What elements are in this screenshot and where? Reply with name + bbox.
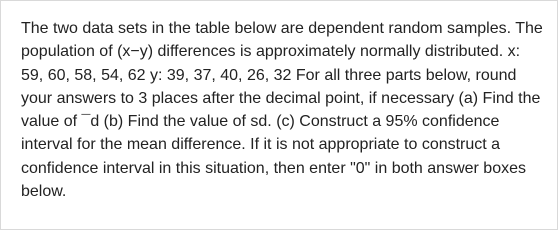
question-text: The two data sets in the table below are dependent random samples. The population of (x−y) differences is approximately normally distributed. x: 59, 60, 58, 54, 62 y: 39, 37, 40, 26, 32 For all three parts below, round your answers to 3 places after the decimal point, if necessary (a) Find the value of ¯d (b) Find the value of sd. (c) Construct a 95% confidence interval for the mean difference. If it is not appropriate to construct a confidence interval in this situation, then enter "0" in both answer boxes below. <box>21 20 543 201</box>
